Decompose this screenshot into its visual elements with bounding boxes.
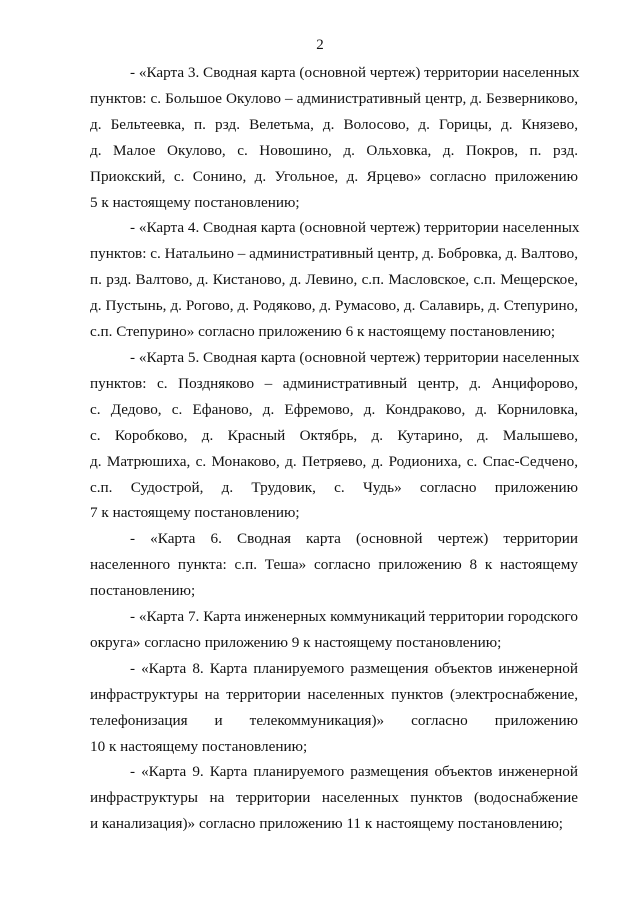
paragraph — [90, 604, 578, 656]
paragraph-line: постановлению; — [90, 582, 196, 600]
paragraph-line: 5 к настоящему постановлению; — [90, 193, 300, 211]
paragraph-line: с.п. Степурино» согласно приложению 6 к настоящему постановлению; — [90, 323, 556, 341]
paragraph-line: д. Матрюшиха, с. Монаково, д. Петряево, д. Родиониха, с. Спас-Седчено, — [90, 452, 578, 470]
paragraph-line: - «Карта 3. Сводная карта (основной чертеж) территории населенных — [130, 64, 580, 81]
paragraph-line: Приокский, с. Сонино, д. Угольное, д. Ярцево» согласно приложению — [90, 167, 578, 185]
paragraph-line: инфраструктуры на территории населенных пунктов (водоснабжение — [90, 789, 578, 807]
paragraph-line: округа» согласно приложению 9 к настоящему постановлению; — [90, 633, 502, 651]
paragraph-line: и канализация)» согласно приложению 11 к настоящему постановлению; — [90, 815, 564, 833]
paragraph-line: с. Коробково, д. Красный Октябрь, д. Кутарино, д. Малышево, — [90, 426, 578, 444]
paragraph-line: с.п. Судострой, д. Трудовик, с. Чудь» согласно приложению — [90, 478, 578, 496]
paragraph-line: телефонизация и телекоммуникация)» согласно приложению — [90, 711, 578, 729]
paragraph-line: - «Карта 8. Карта планируемого размещения объектов инженерной — [130, 659, 578, 677]
paragraph-line: - «Карта 6. Сводная карта (основной чертеж) территории — [130, 530, 578, 548]
paragraph — [90, 345, 578, 526]
paragraph — [90, 656, 578, 760]
paragraph-line: - «Карта 5. Сводная карта (основной чертеж) территории населенных — [130, 348, 580, 366]
paragraph-line: - «Карта 9. Карта планируемого размещения объектов инженерной — [130, 763, 578, 781]
paragraph — [90, 526, 578, 604]
paragraph-line: пунктов: с. Натальино – административный центр, д. Бобровка, д. Валтово, — [90, 245, 578, 263]
paragraph-line: 10 к настоящему постановлению; — [90, 737, 308, 755]
paragraph — [90, 759, 578, 837]
page-number: 2 — [316, 37, 324, 53]
paragraph-line: д. Пустынь, д. Рогово, д. Родяково, д. Румасово, д. Салавирь, д. Степурино, — [90, 297, 578, 315]
paragraph-line: - «Карта 7. Карта инженерных коммуникаций территории городского — [130, 608, 578, 626]
paragraph-line: 7 к настоящему постановлению; — [90, 504, 300, 522]
paragraph-line: д. Малое Окулово, с. Новошино, д. Ольховка, д. Покров, п. рзд. — [90, 141, 578, 159]
paragraph-line: - «Карта 4. Сводная карта (основной чертеж) территории населенных — [130, 219, 580, 237]
paragraph-line: с. Дедово, с. Ефаново, д. Ефремово, д. Кондраково, д. Корниловка, — [90, 400, 578, 418]
paragraph-line: инфраструктуры на территории населенных пунктов (электроснабжение, — [90, 685, 578, 703]
paragraph-line: д. Бельтеевка, п. рзд. Велетьма, д. Волосово, д. Горицы, д. Князево, — [90, 115, 578, 133]
paragraph-line: п. рзд. Валтово, д. Кистаново, д. Левино, с.п. Масловское, с.п. Мещерское, — [90, 271, 578, 289]
paragraph-line: населенного пункта: с.п. Теша» согласно приложению 8 к настоящему — [90, 556, 578, 574]
paragraph — [90, 215, 578, 345]
body-text — [90, 60, 578, 837]
paragraph — [90, 60, 578, 215]
paragraph-line: пунктов: с. Большое Окулово – административный центр, д. Безверниково, — [90, 89, 578, 107]
paragraph-line: пунктов: с. Поздняково – административный центр, д. Анцифорово, — [90, 374, 578, 392]
